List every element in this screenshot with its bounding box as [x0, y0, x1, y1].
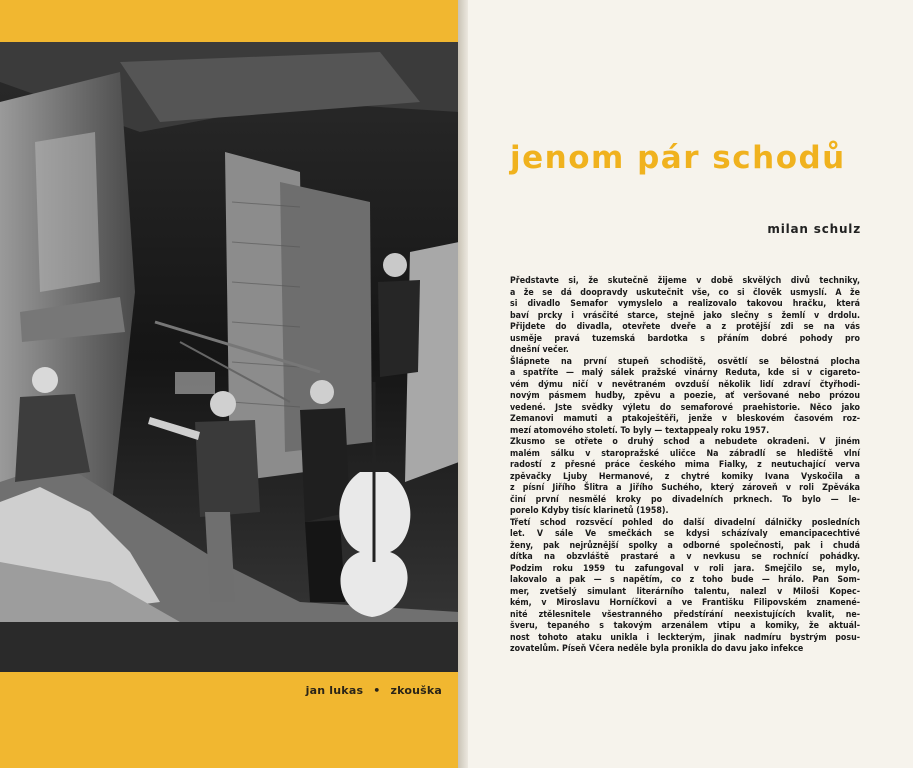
body-line: radostí z přesné práce českého mima Fialky, z neutuchající verva	[510, 460, 860, 470]
body-line: dnešní večer.	[510, 345, 569, 355]
body-line: vém dýmu ničí v nevětraném ovzduší několik lidí zdraví čtyřhodi-	[510, 379, 860, 390]
body-line: usměje pravá tuzemská bardotka s přáním dobré pohody pro	[510, 333, 860, 344]
body-line: Přijdete do divadla, otevřete dveře a z protější zdi se na vás	[510, 322, 860, 332]
body-line: nité ztělesnitele všestranného předstírání neexistujících kvalit, ne-	[510, 609, 860, 620]
body-line: lakovalo a pak — s napětím, co z toho bude — hrálo. Pan Som-	[510, 575, 860, 585]
book-gutter	[458, 0, 468, 768]
body-line: let. V sále Ve smečkách se kdysi scházívaly emancipacechtivé	[510, 529, 860, 539]
body-line: a spatříte — malý sálek pražské vinárny Reduta, kde si v cigareto-	[510, 368, 860, 378]
body-line: kém, v Miroslavu Horníčkovi a ve Františku Filipovském znamené-	[510, 598, 860, 608]
article-author: milan schulz	[767, 222, 861, 236]
body-line: Představte si, že skutečně žijeme v době skvělých divů techniky,	[510, 276, 860, 286]
body-line: porelo Kdyby tisíc klarinetů (1958).	[510, 506, 669, 516]
body-line: z písní Jiřího Šlitra a Jiřího Suchého, který zároveň v roli Zpěváka	[510, 483, 860, 493]
body-line: činí první nesmělé kroky po divadelních prknech. To bylo — le-	[510, 494, 860, 505]
body-line: šveru, tepaného s takovým arzenálem vtipu a komiky, že aktuál-	[510, 621, 860, 631]
article-body	[510, 276, 860, 656]
right-page	[468, 0, 913, 768]
rehearsal-photo	[0, 42, 459, 672]
photo-caption	[306, 684, 442, 697]
body-line: si divadlo Semafor vymyslelo a realizovalo takovou hračku, která	[510, 299, 860, 309]
body-line: baví prcky i vrásčité starce, stejně jako slečny s žemlí v drdolu.	[510, 310, 860, 321]
body-line: mer, zvetšelý simulant literárního talentu, nalezl v Miloši Kopec-	[510, 586, 860, 597]
body-line: ženy, pak nejrůznější spolky a odborné společnosti, pak i chudá	[510, 540, 860, 551]
caption-title: zkouška	[390, 684, 442, 697]
body-line: dítka na obzvláště prastaré a v nevkusu se rochnící pohádky.	[510, 552, 860, 562]
article-title: jenom pár schodů	[510, 140, 846, 176]
body-line: nost tohoto ataku unikla i leckterým, jinak nadmíru bystrým posu-	[510, 632, 860, 643]
body-line: novým pásmem hudby, zpěvu a poezie, ať veršované nebo prózou	[510, 391, 860, 401]
body-line: Třetí schod rozsvěcí pohled do další divadelní dálničky posledních	[510, 517, 860, 528]
body-line: vedené. Jste svědky výletu do semaforové praehistorie. Něco jako	[510, 402, 860, 413]
body-line: mezí atomového století. To byly — textappealy roku 1957.	[510, 425, 770, 436]
body-line: Zkusmo se otřete o druhý schod a nebudete okradeni. V jiném	[510, 437, 860, 447]
body-line: malém sálku v staropražské uličce Na zábradlí se hlediště vlní	[510, 448, 860, 459]
caption-separator: •	[373, 684, 381, 697]
body-line: zpěvačky Ljuby Hermanové, z chytré komiky Ivana Vyskočila a	[510, 471, 860, 482]
body-line: zovatelům. Píseň Včera neděle byla pronikla do davu jako infekce	[510, 644, 804, 654]
body-line: a že se dá doopravdy uskutečnit vše, co si člověk usmyslí. A že	[510, 287, 860, 298]
body-line: Šlápnete na první stupeň schodiště, osvětlí se bělostná plocha	[510, 356, 860, 367]
body-line: Podzim roku 1959 tu zafungoval v roli jara. Smejčilo se, mylo,	[510, 563, 860, 574]
caption-author: jan lukas	[305, 684, 364, 697]
body-line: Zemanovi mamuti a ptakoještěři, jenže v bleskovém časovém roz-	[510, 414, 860, 424]
